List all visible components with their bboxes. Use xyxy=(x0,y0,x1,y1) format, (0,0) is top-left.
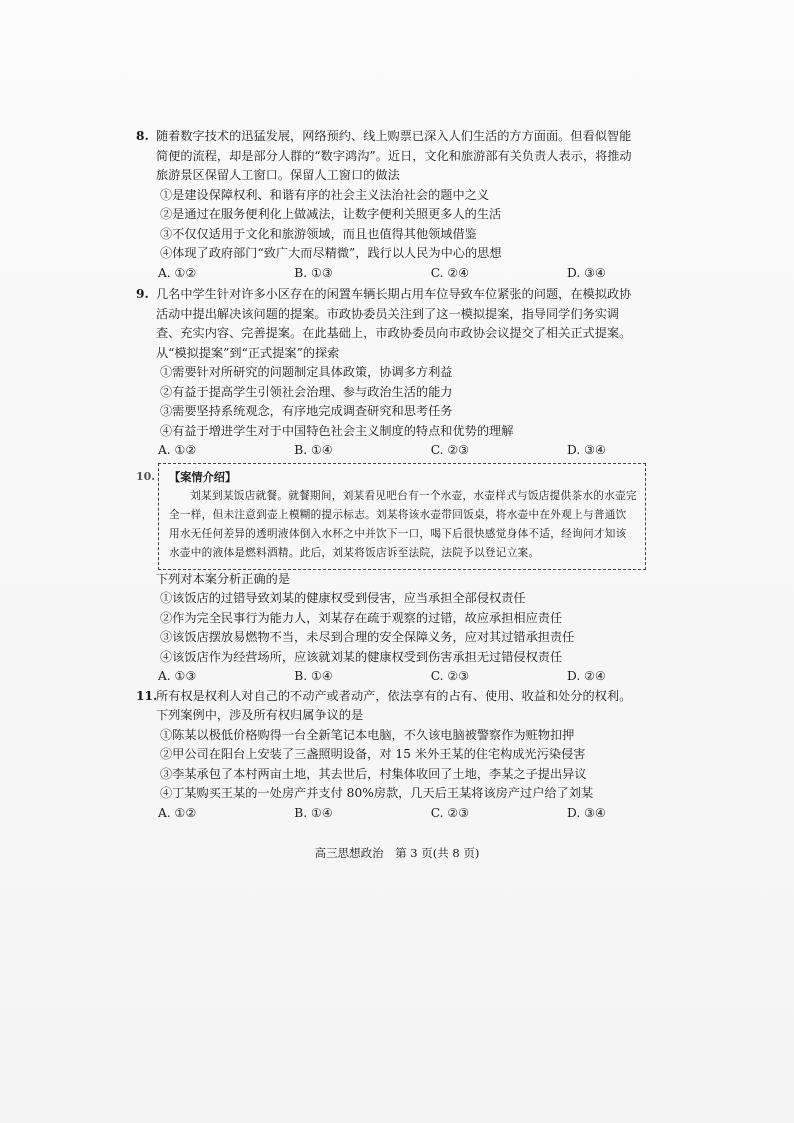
option-1: ①是建设保障权利、和谐有序的社会主义法治社会的题中之义 xyxy=(160,187,490,202)
option-2: ②甲公司在阳台上安装了三盏照明设备，对 15 米外王某的住宅构成光污染侵害 xyxy=(160,747,586,761)
option-1: ①需要针对所研究的问题制定具体政策，协调多方利益 xyxy=(160,365,453,379)
choice-a: A. ①② xyxy=(158,805,197,820)
option-1: ①该饭店的过错导致刘某的健康权受到侵害，应当承担全部侵权责任 xyxy=(160,591,526,605)
option-4: ④体现了政府部门“致广大而尽精微”，践行以人民为中心的思想 xyxy=(160,246,502,260)
choice-b: B. ①④ xyxy=(294,805,333,820)
choice-b: B. ①④ xyxy=(294,669,333,683)
question-stem: 随着数字技术的迅猛发展，网络预约、线上购票已深入人们生活的方方面面。但看似智能简便的流程，却是部分人群的“数字鸿沟”。近日，文化和旅游部有关负责人表示，将推动旅游景区保留人工窗口。保留人工窗口的做法 xyxy=(156,129,632,182)
question-number: 8. xyxy=(136,129,149,143)
choice-c: C. ②④ xyxy=(430,265,470,280)
option-4: ④该饭店作为经营场所，应该就刘某的健康权受到伤害承担无过错侵权责任 xyxy=(160,649,563,664)
choice-a: A. ①③ xyxy=(158,669,197,683)
answer-choices xyxy=(156,804,636,824)
question-stem: 几名中学生针对许多小区存在的闲置车辆长期占用车位导致车位紧张的问题，在模拟政协活动中提出解决该问题的提案。市政协委员关注到了这一模拟提案，指导同学们务实调查、充实内容、完善提案。在此基础上，市政协委员向市政协会议提交了相关正式提案。从“模拟提案”到“正式提案”的探索 xyxy=(156,287,632,360)
page-footer: 高三思想政治 第 3 页(共 8 页) xyxy=(314,846,480,860)
choice-c: C. ②③ xyxy=(430,669,470,683)
question-9 xyxy=(136,285,636,461)
case-title: 【案情介绍】 xyxy=(169,469,237,484)
question-11 xyxy=(136,687,636,824)
choice-a: A. ①② xyxy=(158,443,197,457)
question-number: 10. xyxy=(136,469,156,483)
choice-c: C. ②③ xyxy=(430,443,470,457)
choice-d: D. ③④ xyxy=(567,443,606,457)
option-3: ③该饭店摆放易燃物不当，未尽到合理的安全保障义务，应对其过错承担责任 xyxy=(160,630,575,644)
question-number: 9. xyxy=(136,287,149,301)
option-4: ④有益于增进学生对于中国特色社会主义制度的特点和优势的理解 xyxy=(160,423,514,438)
page-content xyxy=(136,127,637,823)
option-3: ③不仅仅适用于文化和旅游领域，而且也值得其他领域借鉴 xyxy=(160,226,477,241)
option-2: ②作为完全民事行为能力人，刘某存在疏于观察的过错，故应承担相应责任 xyxy=(160,610,563,625)
option-2: ②有益于提高学生引领社会治理、参与政治生活的能力 xyxy=(160,384,453,399)
choice-b: B. ①④ xyxy=(294,443,333,457)
option-3: ③李某承包了本村两亩土地，其去世后，村集体收回了土地，李某之子提出异议 xyxy=(160,766,587,781)
answer-choices xyxy=(156,264,636,284)
choice-c: C. ②③ xyxy=(430,805,470,820)
choice-d: D. ③④ xyxy=(567,265,606,280)
choice-b: B. ①③ xyxy=(294,265,333,280)
choice-a: A. ①② xyxy=(158,265,197,280)
option-4: ④丁某购买王某的一处房产并支付 80%房款，几天后王某将该房产过户给了刘某 xyxy=(160,786,594,800)
case-introduction-box xyxy=(158,463,646,570)
question-stem: 下列对本案分析正确的是 xyxy=(156,571,291,586)
answer-choices xyxy=(156,441,636,461)
case-body: 刘某到某饭店就餐。就餐期间，刘某看见吧台有一个水壶，水壶样式与饭店提供茶水的水壶完全一样，但未注意到壶上模糊的提示标志。刘某将该水壶带回饭桌，将水壶中在外观上与普通饮用水无任何差异的透明液体倒入水杯之中并饮下一口，喝下后很快感觉身体不适，经询问才知该水壶中的液体是燃料酒精。此后，刘某将饭店诉至法院，法院予以登记立案。 xyxy=(169,489,637,559)
question-stem: 所有权是权利人对自己的不动产或者动产，依法享有的占有、使用、收益和处分的权利。下列案例中，涉及所有权归属争议的是 xyxy=(156,688,632,722)
option-3: ③需要坚持系统观念，有序地完成调查研究和思考任务 xyxy=(160,404,453,418)
question-8 xyxy=(136,127,636,283)
question-10 xyxy=(136,463,637,687)
choice-d: D. ②④ xyxy=(567,669,606,683)
question-number: 11. xyxy=(136,688,158,703)
option-1: ①陈某以极低价格购得一台全新笔记本电脑，不久该电脑被警察作为赃物扣押 xyxy=(160,727,575,742)
option-2: ②是通过在服务便利化上做减法，让数字便利关照更多人的生活 xyxy=(160,207,502,221)
answer-choices xyxy=(156,667,636,687)
choice-d: D. ③④ xyxy=(567,805,606,820)
